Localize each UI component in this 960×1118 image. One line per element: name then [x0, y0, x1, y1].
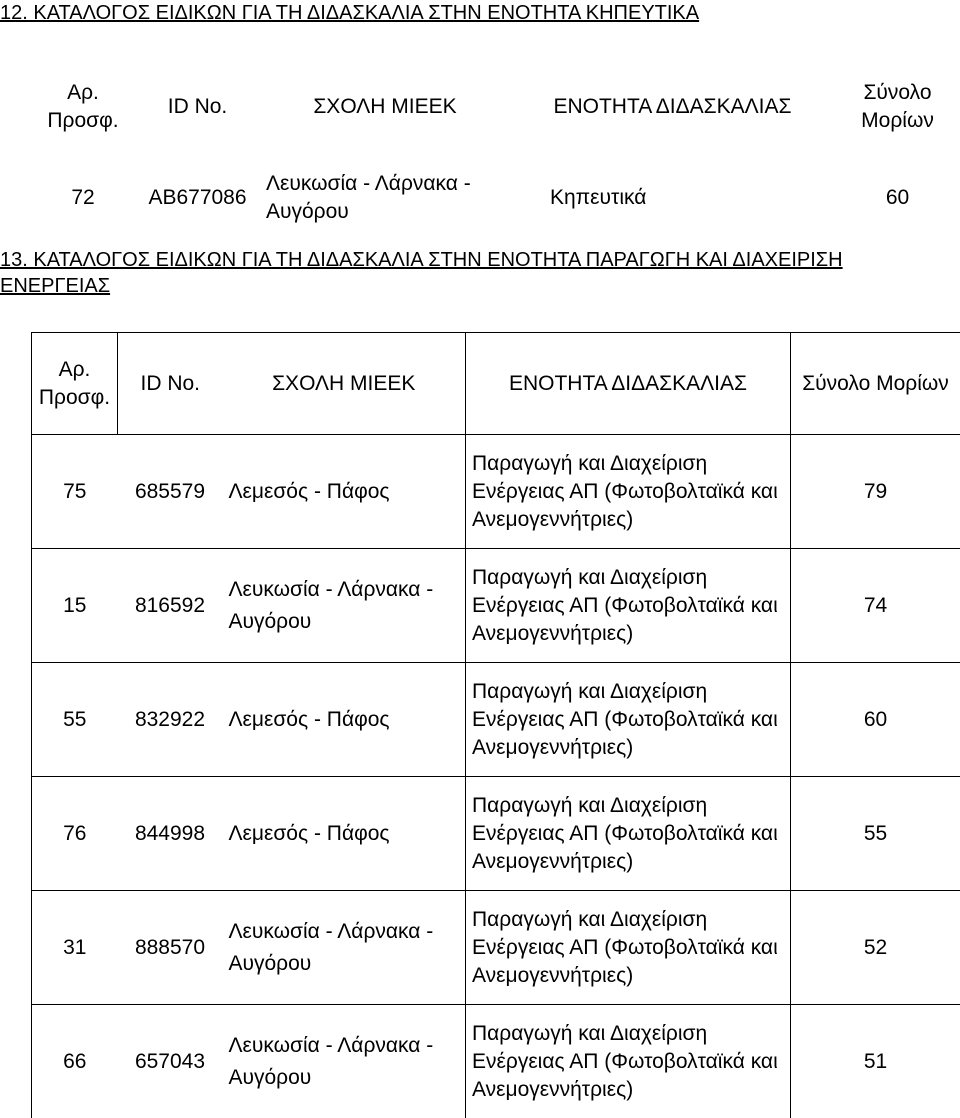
- header-school: ΣΧΟΛΗ ΜΙΕΕΚ: [223, 333, 466, 435]
- cell-total: 55: [791, 777, 960, 891]
- table-row: [32, 435, 960, 549]
- cell-id: 888570: [118, 891, 223, 1005]
- cell-id: 844998: [118, 777, 223, 891]
- table-header-row: [32, 333, 960, 435]
- section-12-title: 12. ΚΑΤΑΛΟΓΟΣ ΕΙΔΙΚΩΝ ΓΙΑ ΤΗ ΔΙΔΑΣΚΑΛΙΑ ΣΤΗΝ ΕΝΟΤΗΤΑ ΚΗΠΕΥΤΙΚΑ: [0, 0, 699, 26]
- header-school: ΣΧΟΛΗ ΜΙΕΕΚ: [260, 53, 510, 160]
- table-row: [32, 663, 960, 777]
- cell-id: 816592: [118, 549, 223, 663]
- cell-ar: 72: [31, 160, 135, 235]
- header-id: ID No.: [135, 53, 260, 160]
- header-total: Σύνολο Μορίων: [791, 333, 960, 435]
- cell-school: Λεμεσός - Πάφος: [223, 777, 466, 891]
- cell-total: 74: [791, 549, 960, 663]
- cell-school: Λευκωσία - Λάρνακα - Αυγόρου: [223, 1005, 466, 1118]
- cell-total: 52: [791, 891, 960, 1005]
- table-row: [31, 160, 960, 235]
- cell-ar: 55: [32, 663, 118, 777]
- header-id: ID No.: [118, 333, 223, 435]
- cell-school: Λεμεσός - Πάφος: [223, 435, 466, 549]
- cell-id: 685579: [118, 435, 223, 549]
- table-row: [32, 549, 960, 663]
- cell-unit: Παραγωγή και Διαχείριση Ενέργειας ΑΠ (Φωτοβολταϊκά και Ανεμογεννήτριες): [466, 549, 791, 663]
- cell-school: Λευκωσία - Λάρνακα - Αυγόρου: [260, 160, 510, 235]
- cell-unit: Παραγωγή και Διαχείριση Ενέργειας ΑΠ (Φωτοβολταϊκά και Ανεμογεννήτριες): [466, 1005, 791, 1118]
- table-row: [32, 777, 960, 891]
- cell-id: 832922: [118, 663, 223, 777]
- cell-school: Λευκωσία - Λάρνακα - Αυγόρου: [223, 549, 466, 663]
- specialists-table-energy: [31, 332, 960, 1118]
- cell-unit: Παραγωγή και Διαχείριση Ενέργειας ΑΠ (Φωτοβολταϊκά και Ανεμογεννήτριες): [466, 777, 791, 891]
- header-unit: ΕΝΟΤΗΤΑ ΔΙΔΑΣΚΑΛΙΑΣ: [466, 333, 791, 435]
- cell-ar: 31: [32, 891, 118, 1005]
- cell-unit: Παραγωγή και Διαχείριση Ενέργειας ΑΠ (Φωτοβολταϊκά και Ανεμογεννήτριες): [466, 435, 791, 549]
- header-total: Σύνολο Μορίων: [835, 53, 960, 160]
- table-header-row: [31, 53, 960, 160]
- cell-school: Λεμεσός - Πάφος: [223, 663, 466, 777]
- section-13-title: 13. ΚΑΤΑΛΟΓΟΣ ΕΙΔΙΚΩΝ ΓΙΑ ΤΗ ΔΙΔΑΣΚΑΛΙΑ ΣΤΗΝ ΕΝΟΤΗΤΑ ΠΑΡΑΓΩΓΗ ΚΑΙ ΔΙΑΧΕΙΡΙΣΗ ΕΝΕΡΓΕΙΑΣ: [0, 247, 900, 299]
- specialists-table-gardening: [31, 53, 960, 235]
- header-ar: Αρ. Προσφ.: [31, 53, 135, 160]
- cell-school: Λευκωσία - Λάρνακα - Αυγόρου: [223, 891, 466, 1005]
- cell-ar: 66: [32, 1005, 118, 1118]
- table-row: [32, 1005, 960, 1118]
- cell-unit: Κηπευτικά: [510, 160, 835, 235]
- cell-total: 60: [835, 160, 960, 235]
- cell-ar: 76: [32, 777, 118, 891]
- header-unit: ΕΝΟΤΗΤΑ ΔΙΔΑΣΚΑΛΙΑΣ: [510, 53, 835, 160]
- header-ar: Αρ. Προσφ.: [32, 333, 118, 435]
- cell-id: 657043: [118, 1005, 223, 1118]
- cell-total: 60: [791, 663, 960, 777]
- cell-unit: Παραγωγή και Διαχείριση Ενέργειας ΑΠ (Φωτοβολταϊκά και Ανεμογεννήτριες): [466, 663, 791, 777]
- table-row: [32, 891, 960, 1005]
- cell-unit: Παραγωγή και Διαχείριση Ενέργειας ΑΠ (Φωτοβολταϊκά και Ανεμογεννήτριες): [466, 891, 791, 1005]
- cell-ar: 15: [32, 549, 118, 663]
- cell-total: 79: [791, 435, 960, 549]
- cell-id: ΑΒ677086: [135, 160, 260, 235]
- cell-total: 51: [791, 1005, 960, 1118]
- cell-ar: 75: [32, 435, 118, 549]
